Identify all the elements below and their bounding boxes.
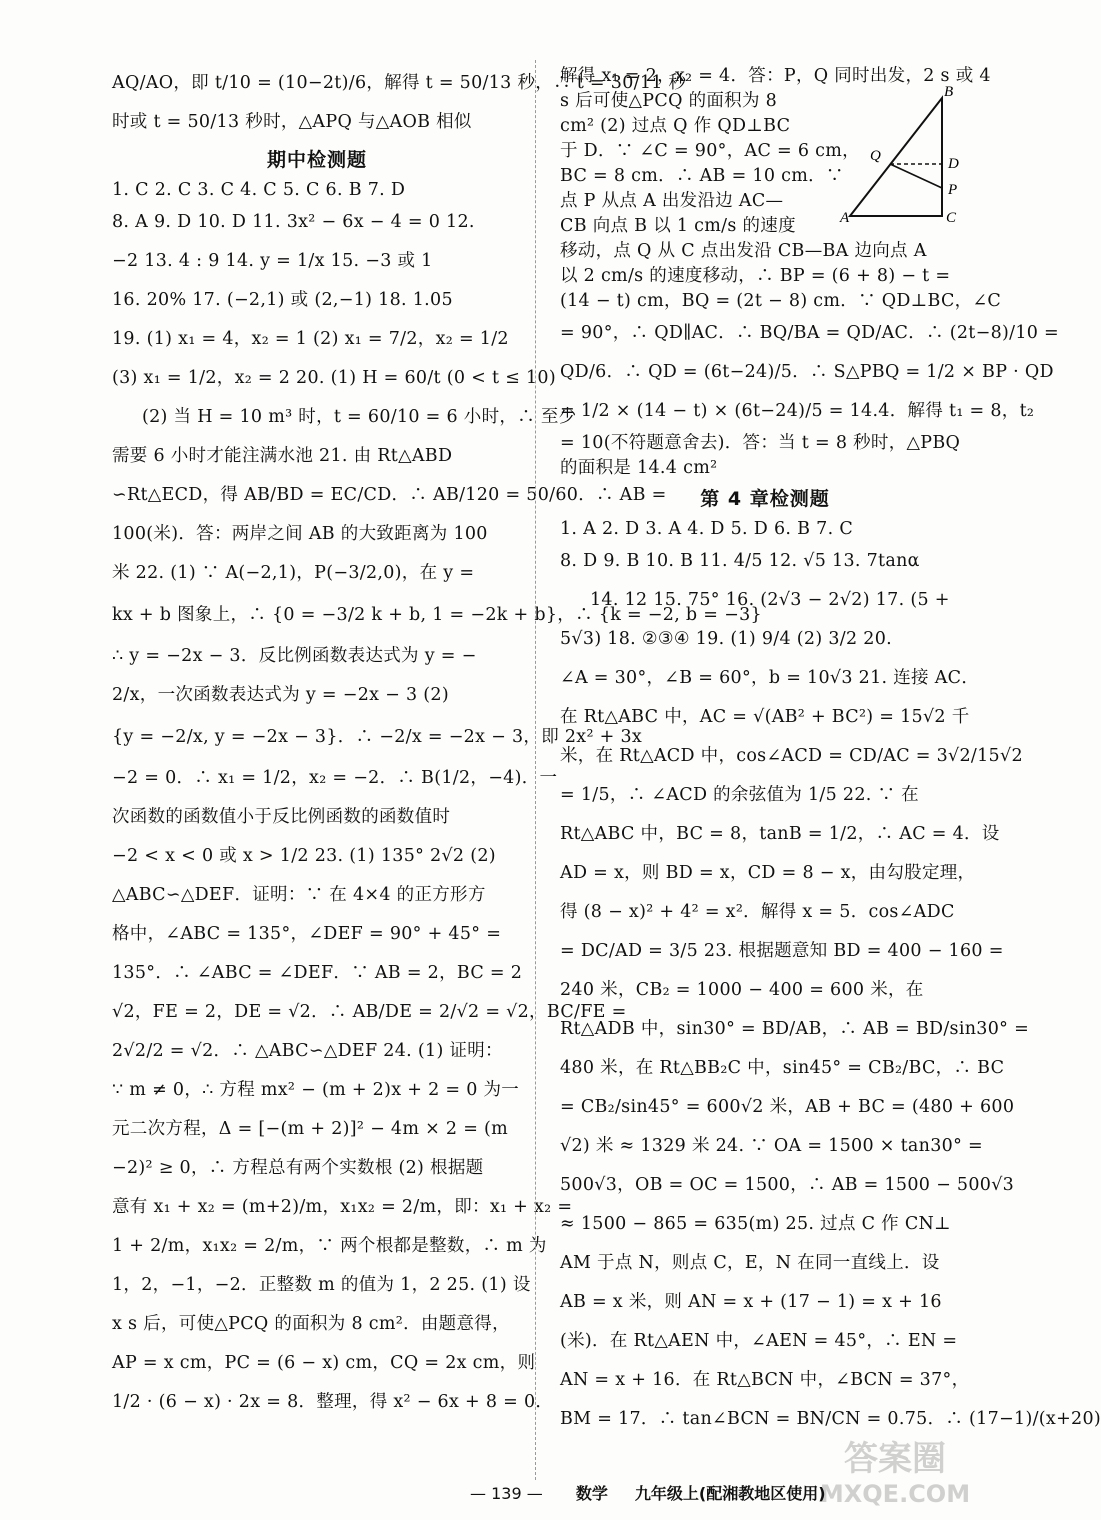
label-p: P [948,182,958,198]
answer-line: AP = x cm，PC = (6 − x) cm，CQ = 2x cm，则 [112,1353,536,1373]
answer-line: 500√3，OB = OC = 1500，∴ AB = 1500 − 500√3 [560,1175,1015,1195]
answer-line: 在 Rt△ABC 中，AC = √(AB² + BC²) = 15√2 千 [560,707,970,727]
answer-line: (14 − t) cm，BQ = (2t − 8) cm．∵ QD⊥BC，∠C [560,291,1002,311]
answer-line: = 10(不符题意舍去)．答：当 t = 8 秒时，△PBQ [560,433,961,453]
answer-line: AD = x，则 BD = x，CD = 8 − x，由勾股定理， [560,863,976,883]
answer-line: {y = −2/x, y = −2x − 3}．∴ −2/x = −2x − 3，即 2x² + 3x [112,727,643,747]
answer-line: 14. 12 15. 75° 16. (2√3 − 2√2) 17. (5 + [590,590,950,610]
answer-line: −2 < x < 0 或 x > 1/2 23. (1) 135° 2√2 (2) [112,846,496,866]
answer-line: 需要 6 小时才能注满水池 21. 由 Rt△ABD [112,446,453,466]
answer-line: = 1/5，∴ ∠ACD 的余弦值为 1/5 22. ∵ 在 [560,785,919,805]
answer-line: 2√2/2 = √2．∴ △ABC∽△DEF 24. (1) 证明： [112,1041,503,1061]
answer-line: ∠A = 30°，∠B = 60°，b = 10√3 21. 连接 AC． [560,668,980,688]
answer-line: 的面积是 14.4 cm² [560,458,718,478]
answer-line: √2，FE = 2，DE = √2．∴ AB/DE = 2/√2 = √2，BC/FE = [112,1002,627,1022]
answer-line: 解得 x₁ = 2，x₂ = 4．答：P，Q 同时出发，2 s 或 4 [560,66,991,86]
answer-line: 米 22. (1) ∵ A(−2,1)，P(−3/2,0)，在 y = [112,563,475,583]
answer-line: 得 (8 − x)² + 4² = x²．解得 x = 5．cos∠ADC [560,902,955,922]
answer-line: CB 向点 B 以 1 cm/s 的速度 [560,216,796,236]
answer-line: = 1/2 × (14 − t) × (6t−24)/5 = 14.4．解得 t₁ = 8，t₂ [560,401,1035,421]
answer-line: Rt△ADB 中，sin30° = BD/AB，∴ AB = BD/sin30° = [560,1019,1030,1039]
answer-line: AB = x 米，则 AN = x + (17 − 1) = x + 16 [560,1292,942,1312]
answer-line: √2) 米 ≈ 1329 米 24. ∵ OA = 1500 × tan30° = [560,1136,983,1156]
watermark-url: MXQE.COM [819,1480,971,1508]
answer-line: 1. A 2. D 3. A 4. D 5. D 6. B 7. C [560,519,854,539]
label-a: A [840,210,850,226]
answer-line: (米)．在 Rt△AEN 中，∠AEN = 45°，∴ EN = [560,1331,958,1351]
label-d: D [948,156,959,172]
answer-line: x s 后，可使△PCQ 的面积为 8 cm²．由题意得， [112,1314,510,1334]
answer-line: = 90°，∴ QD∥AC．∴ BQ/BA = QD/AC．∴ (2t−8)/10 = [560,323,1060,343]
answer-line: 8. D 9. B 10. B 11. 4/5 12. √5 13. 7tanα [560,551,920,571]
answer-line: cm² (2) 过点 Q 作 QD⊥BC [560,116,791,136]
segment-qp [890,164,942,188]
answer-line: 次函数的函数值小于反比例函数的函数值时 [112,807,451,827]
answer-line: 米，在 Rt△ACD 中，cos∠ACD = CD/AC = 3√2/15√2 [560,746,1023,766]
answer-line: 1. C 2. C 3. C 4. C 5. C 6. B 7. D [112,180,406,200]
answer-line: kx + b 图象上，∴ {0 = −3/2 k + b, 1 = −2k + b}，∴ {k = −2, b = −3} [112,605,762,625]
answer-line: ∽Rt△ECD，得 AB/BD = EC/CD．∴ AB/120 = 50/60．∴ AB = [112,485,667,505]
answer-line: ≈ 1500 − 865 = 635(m) 25. 过点 C 作 CN⊥ [560,1214,951,1234]
page-number: — 139 — [470,1484,543,1503]
section-heading: 期中检测题 [266,149,367,171]
answer-line: △ABC∽△DEF．证明：∵ 在 4×4 的正方形方 [112,885,486,905]
answer-line: 以 2 cm/s 的速度移动，∴ BP = (6 + 8) − t = [560,266,951,286]
answer-line: −2)² ≥ 0，∴ 方程总有两个实数根 (2) 根据题 [112,1158,484,1178]
answer-line: BM = 17．∴ tan∠BCN = BN/CN = 0.75．∴ (17−1)/(x+20) [560,1409,1101,1429]
answer-line: (3) x₁ = 1/2，x₂ = 2 20. (1) H = 60/t (0 < t ≤ 10) [112,368,556,388]
answer-line: 240 米，CB₂ = 1000 − 400 = 600 米，在 [560,980,924,1000]
column-divider [535,60,536,1480]
answer-line: (2) 当 H = 10 m³ 时，t = 60/10 = 6 小时，∴ 至少 [142,407,577,427]
answer-line: = CB₂/sin45° = 600√2 米，AB + BC = (480 + 600 [560,1097,1015,1117]
answer-line: 5√3) 18. ②③④ 19. (1) 9/4 (2) 3/2 20. [560,629,893,649]
label-b: B [944,84,954,100]
answer-line: s 后可使△PCQ 的面积为 8 [560,91,778,111]
answer-line: 1/2 · (6 − x) · 2x = 8．整理，得 x² − 6x + 8 = 0． [112,1392,554,1412]
answer-line: 点 P 从点 A 出发沿边 AC— [560,191,784,211]
answer-line: 移动，点 Q 从 C 点出发沿 CB—BA 边向点 A [560,241,927,261]
triangle-figure [840,84,980,238]
answer-line: 100(米)．答：两岸之间 AB 的大致距离为 100 [112,524,488,544]
triangle-abc [850,98,942,216]
right-column [560,64,1101,1439]
answer-line: 时或 t = 50/13 秒时，△APQ 与△AOB 相似 [112,112,472,132]
answer-line: 19. (1) x₁ = 4，x₂ = 1 (2) x₁ = 7/2，x₂ = 1/2 [112,329,509,349]
answer-line: 于 D．∵ ∠C = 90°，AC = 6 cm， [560,141,860,161]
page-footer [470,1482,940,1506]
label-q: Q [870,148,881,164]
subject-label: 数学 [575,1484,608,1503]
answer-line: 135°．∴ ∠ABC = ∠DEF．∵ AB = 2，BC = 2 [112,963,523,983]
answer-line: 元二次方程，Δ = [−(m + 2)]² − 4m × 2 = (m [112,1119,509,1139]
answer-line: −2 13. 4 : 9 14. y = 1/x 15. −3 或 1 [112,251,433,271]
answer-line: ∵ m ≠ 0，∴ 方程 mx² − (m + 2)x + 2 = 0 为一 [112,1080,520,1100]
answer-line: ∴ y = −2x − 3．反比例函数表达式为 y = − [112,646,477,666]
answer-line: 8. A 9. D 10. D 11. 3x² − 6x − 4 = 0 12. [112,212,475,232]
answer-line: 1，2，−1，−2．正整数 m 的值为 1，2 25. (1) 设 [112,1275,531,1295]
answer-line: 意有 x₁ + x₂ = (m+2)/m，x₁x₂ = 2/m，即：x₁ + x₂ = [112,1197,573,1217]
grade-label: 九年级上(配湘教地区使用) [634,1484,826,1503]
answer-line: AQ/AO，即 t/10 = (10−2t)/6，解得 t = 50/13 秒，∴ t = 30/11 秒 [112,73,687,93]
answer-line: AM 于点 N，则点 C，E，N 在同一直线上．设 [560,1253,940,1273]
answer-line: BC = 8 cm．∴ AB = 10 cm．∵ [560,166,844,186]
section-heading: 第 4 章检测题 [700,488,830,510]
answer-line: QD/6．∴ QD = (6t−24)/5．∴ S△PBQ = 1/2 × BP · QD [560,362,1054,382]
label-c: C [946,210,957,226]
answer-line: −2 = 0．∴ x₁ = 1/2，x₂ = −2．∴ B(1/2，−4)．一 [112,768,558,788]
watermark-text: 答案圈 [844,1439,946,1479]
answer-line: = DC/AD = 3/5 23. 根据题意知 BD = 400 − 160 = [560,941,1004,961]
answer-line: 16. 20% 17. (−2,1) 或 (2,−1) 18. 1.05 [112,290,453,310]
answer-line: 480 米，在 Rt△BB₂C 中，sin45° = CB₂/BC，∴ BC [560,1058,1005,1078]
answer-line: 1 + 2/m，x₁x₂ = 2/m，∵ 两个根都是整数，∴ m 为 [112,1236,547,1256]
answer-line: 2/x，一次函数表达式为 y = −2x − 3 (2) [112,685,449,705]
answer-line: Rt△ABC 中，BC = 8，tanB = 1/2，∴ AC = 4．设 [560,824,1000,844]
answer-line: AN = x + 16．在 Rt△BCN 中，∠BCN = 37°， [560,1370,970,1390]
answer-line: 格中，∠ABC = 135°，∠DEF = 90° + 45° = [112,924,502,944]
